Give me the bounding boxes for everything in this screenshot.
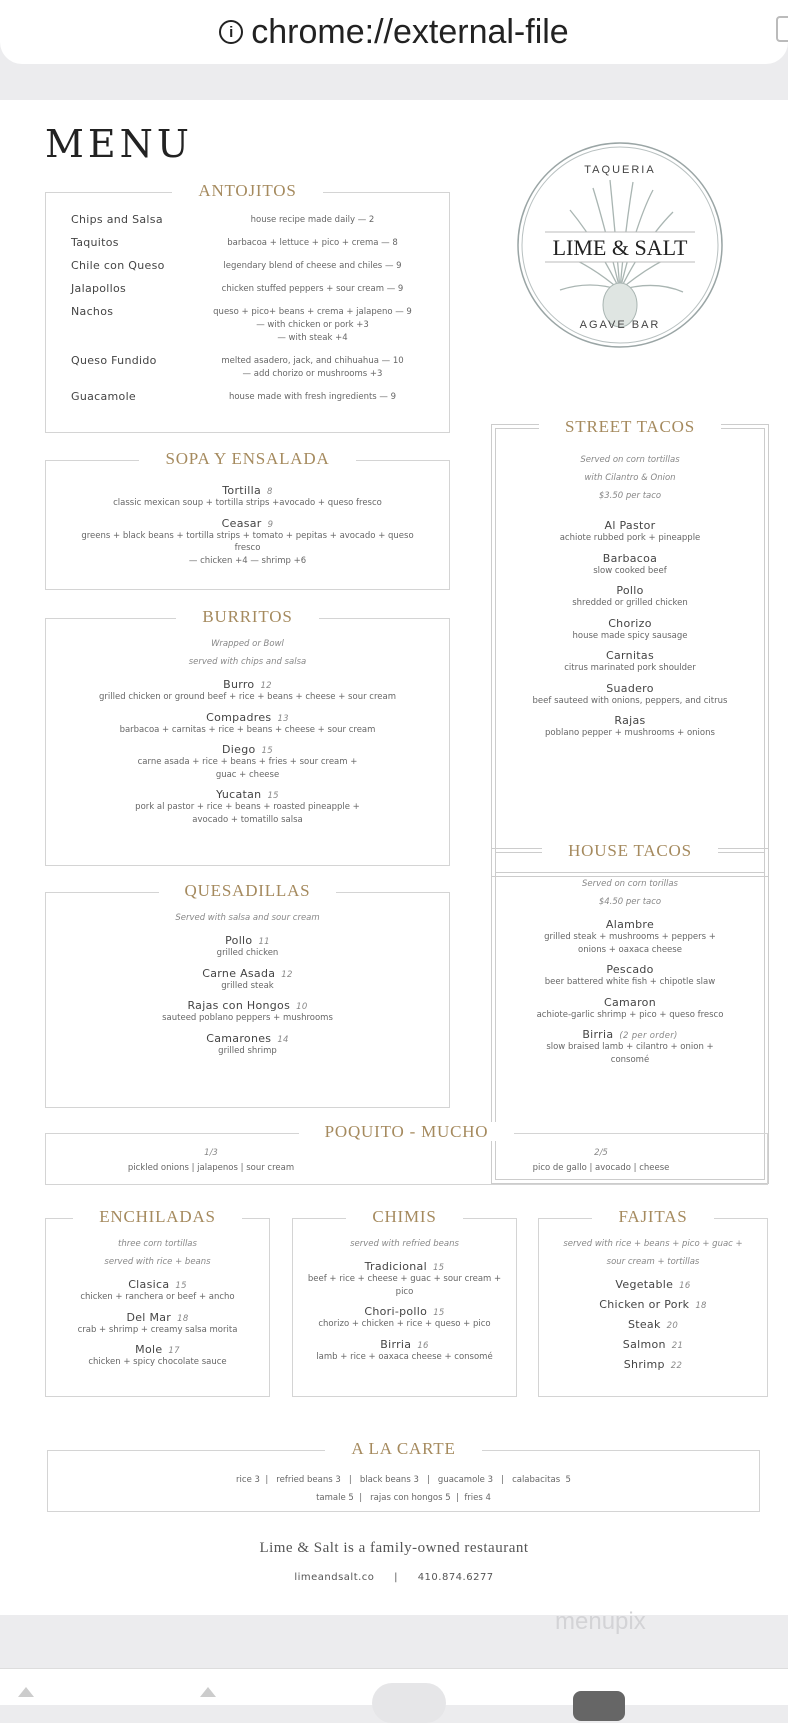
section-note: Wrapped or Bowl [211, 639, 284, 649]
item-description: achiote rubbed pork + pineapple [559, 533, 701, 543]
menu-item [46, 1032, 449, 1045]
description-line: melted asadero, jack, and chihuahua — 10 [221, 356, 404, 366]
item-description: grilled chicken [216, 948, 279, 958]
menu-item [496, 963, 764, 976]
item-name: Rajas [614, 714, 646, 727]
antojitos-section [45, 181, 450, 433]
menu-item-row [46, 213, 449, 227]
menu-item [539, 1358, 767, 1371]
item-name: Taquitos [71, 236, 119, 249]
item-description: chorizo + chicken + rice + queso + pico [318, 1319, 491, 1329]
item-description: chicken + spicy chocolate sauce [88, 1357, 227, 1367]
street-tacos-section [495, 417, 765, 873]
menu-item [46, 484, 449, 497]
section-title-wrap [46, 449, 449, 469]
description-line: legendary blend of cheese and chiles — 9 [223, 261, 402, 271]
menu-item [496, 617, 764, 630]
section-note: sour cream + tortillas [606, 1257, 700, 1267]
item-name: Steak [627, 1318, 661, 1331]
description-line: — with steak +4 [277, 333, 348, 343]
mucho-items: pico de gallo | avocado | cheese [532, 1163, 670, 1173]
menu-item [496, 519, 764, 532]
item-price: 14 [277, 1034, 289, 1045]
item-description: greens + black beans + tortilla strips + tomato + pepitas + avocado + queso [81, 530, 414, 541]
description-line: house recipe made daily — 2 [250, 215, 375, 225]
menu-item [539, 1278, 767, 1291]
description-line: — add chorizo or mushrooms +3 [242, 369, 383, 379]
logo-name: LIME & SALT [552, 235, 688, 260]
section-note: served with rice + beans [104, 1257, 211, 1267]
chimis-section [292, 1207, 517, 1397]
item-name: Pollo [225, 934, 253, 947]
section-title: QUESADILLAS [159, 881, 337, 900]
tabs-button[interactable] [573, 1691, 625, 1721]
section-note: served with refried beans [350, 1239, 459, 1249]
item-description [176, 236, 449, 250]
poquito-items: pickled onions | jalapenos | sour cream [127, 1163, 295, 1173]
section-content [496, 875, 764, 1066]
item-name: Clasica [128, 1278, 170, 1291]
item-price: 21 [671, 1341, 684, 1351]
burritos-section [45, 607, 450, 866]
item-price: 22 [670, 1361, 683, 1371]
menu-item-row [46, 259, 449, 273]
section-content [293, 1235, 516, 1363]
menu-item [539, 1298, 767, 1311]
item-price: 18 [177, 1313, 189, 1324]
menu-item [496, 552, 764, 565]
section-title-wrap [46, 881, 449, 901]
item-description: slow braised lamb + cilantro + onion + [546, 1042, 714, 1052]
section-content [46, 909, 449, 1057]
section-title: CHIMIS [346, 1207, 462, 1226]
section-title: A LA CARTE [325, 1439, 481, 1458]
poquito-price: 1/3 [204, 1148, 218, 1158]
item-description: guac + cheese [215, 769, 280, 780]
quesadillas-section [45, 881, 450, 1108]
menu-item [46, 1311, 269, 1324]
item-name: Camarones [206, 1031, 272, 1045]
section-title: STREET TACOS [539, 417, 721, 436]
item-description: achiote-garlic shrimp + pico + queso fresco [536, 1009, 724, 1020]
menu-item [46, 711, 449, 724]
menu-item [496, 682, 764, 695]
item-description: grilled chicken or ground beef + rice + beans + cheese + sour cream [99, 692, 396, 702]
item-description: pork al pastor + rice + beans + roasted pineapple + [135, 802, 360, 812]
menu-item [293, 1260, 516, 1273]
item-name: Pollo [616, 584, 644, 597]
logo-agave-bar: AGAVE BAR [579, 319, 661, 331]
item-description [176, 259, 449, 273]
menu-item [46, 1278, 269, 1291]
info-icon[interactable]: i [219, 20, 243, 44]
item-price: 13 [277, 713, 289, 724]
section-title-wrap [496, 841, 764, 861]
item-description: poblano pepper + mushrooms + onions [545, 728, 715, 738]
menu-item [46, 517, 449, 530]
separator: | [394, 1572, 398, 1583]
section-content [539, 1235, 767, 1371]
item-description: sauteed poblano peppers + mushrooms [162, 1013, 333, 1023]
menu-item-row [46, 305, 449, 345]
menu-item [46, 678, 449, 691]
item-description: consomé [610, 1054, 650, 1065]
item-description [176, 282, 449, 296]
a-la-carte-section [47, 1439, 760, 1512]
section-title: SOPA Y ENSALADA [139, 449, 355, 468]
menu-item [46, 743, 449, 756]
item-name: Tortilla [222, 484, 261, 497]
item-price: 12 [260, 681, 272, 691]
menu-item [496, 584, 764, 597]
item-price: 11 [258, 937, 270, 947]
item-description: lamb + rice + oaxaca cheese + consomé [316, 1351, 493, 1362]
section-title-wrap [46, 607, 449, 627]
item-price: 16 [679, 1281, 691, 1291]
address-bar[interactable] [0, 0, 788, 64]
poquito-mucho-section [45, 1122, 768, 1185]
item-description [176, 390, 449, 404]
section-note: with Cilantro & Onion [584, 473, 676, 483]
section-content [46, 1235, 269, 1369]
menu-item [46, 788, 449, 801]
a-la-carte-line-2: tamale 5 | rajas con hongos 5 | fries 4 [316, 1493, 491, 1503]
item-name: Del Mar [126, 1310, 172, 1324]
item-description [176, 354, 449, 381]
item-name: Birria [582, 1028, 614, 1041]
phone-link[interactable]: 410.874.6277 [417, 1572, 494, 1583]
item-description: house made spicy sausage [572, 630, 688, 641]
item-name: Yucatan [216, 788, 262, 801]
menupix-watermark: menupix [555, 1608, 646, 1635]
item-name: Chori-pollo [364, 1305, 428, 1318]
sopa-y-ensalada-section [45, 449, 450, 590]
item-description: — chicken +4 — shrimp +6 [188, 555, 307, 566]
item-description: citrus marinated pork shoulder [564, 663, 696, 673]
menu-item [496, 1028, 764, 1041]
item-description: beer battered white fish + chipotle slaw [544, 977, 716, 987]
item-name: Shrimp [623, 1358, 665, 1371]
menu-title: MENU [45, 122, 193, 166]
item-price: 15 [175, 1281, 187, 1291]
item-description: crab + shrimp + creamy salsa morita [77, 1324, 238, 1335]
item-name: Diego [222, 743, 256, 756]
item-price: 17 [168, 1346, 180, 1356]
description-line: — with chicken or pork +3 [256, 320, 369, 330]
menu-item [46, 1343, 269, 1356]
section-note: three corn tortillas [118, 1239, 197, 1249]
description-line: house made with fresh ingredients — 9 [228, 392, 397, 402]
menu-item-row [46, 354, 449, 381]
website-link[interactable]: limeandsalt.co [294, 1572, 375, 1583]
item-description: shredded or grilled chicken [572, 598, 688, 608]
item-name: Al Pastor [604, 519, 656, 532]
item-name: Nachos [71, 305, 114, 318]
item-name: Compadres [206, 710, 272, 724]
section-note: Served on corn tortillas [580, 455, 680, 465]
section-title-wrap [496, 417, 764, 437]
description-line: barbacoa + lettuce + pico + crema — 8 [227, 238, 398, 248]
item-price: 20 [666, 1321, 679, 1331]
item-name: Chorizo [608, 616, 652, 630]
menu-item-row [46, 390, 449, 404]
bottom-navigation-bar [0, 1668, 788, 1705]
item-name: Vegetable [615, 1278, 674, 1291]
item-name: Burro [223, 678, 255, 691]
item-name: Pescado [606, 963, 654, 976]
item-name: Mole [135, 1343, 163, 1356]
footer-tagline: Lime & Salt is a family-owned restaurant [259, 1540, 529, 1556]
item-description: beef sauteed with onions, peppers, and citrus [532, 695, 728, 706]
item-description: grilled steak [221, 980, 274, 991]
fajitas-section [538, 1207, 768, 1397]
menu-item [496, 714, 764, 727]
item-price: 15 [261, 746, 273, 756]
item-price: 16 [417, 1340, 429, 1351]
item-description: barbacoa + carnitas + rice + beans + cheese + sour cream [119, 724, 376, 735]
menu-item-row [46, 282, 449, 296]
item-name: Tradicional [364, 1260, 427, 1273]
item-name: Rajas con Hongos [187, 999, 291, 1012]
lime-and-salt-logo [515, 140, 725, 350]
menu-item [46, 934, 449, 947]
logo-taqueria: TAQUERIA [584, 164, 656, 176]
item-name: Camaron [604, 995, 656, 1009]
item-description: onions + oaxaca cheese [578, 944, 682, 955]
enchiladas-section [45, 1207, 270, 1397]
item-description: grilled shrimp [218, 1045, 277, 1056]
item-name: Ceasar [221, 516, 262, 530]
item-description: carne asada + rice + beans + fries + sour cream + [137, 757, 358, 767]
section-note: $4.50 per taco [598, 897, 662, 907]
menu-item-row [46, 236, 449, 250]
section-title-wrap [46, 1207, 269, 1227]
description-line: chicken stuffed peppers + sour cream — 9 [221, 284, 404, 294]
section-title: HOUSE TACOS [542, 841, 718, 860]
menu-item [46, 999, 449, 1012]
menu-item [496, 996, 764, 1009]
item-price: 10 [296, 1002, 308, 1012]
menu-item [46, 967, 449, 980]
item-price: (2 per order) [619, 1031, 678, 1041]
item-name: Guacamole [71, 390, 136, 403]
menu-item [539, 1318, 767, 1331]
description-line: queso + pico+ beans + crema + jalapeno — 9 [213, 307, 412, 317]
item-name: Barbacoa [602, 551, 658, 565]
item-description: slow cooked beef [593, 565, 667, 576]
section-note: Served with salsa and sour cream [175, 913, 320, 923]
section-content [46, 635, 449, 826]
tab-switcher-icon[interactable] [776, 16, 788, 42]
item-name: Carne Asada [202, 966, 276, 980]
item-name: Jalapollos [71, 282, 127, 295]
item-price: 9 [267, 519, 274, 530]
home-button[interactable] [372, 1683, 446, 1723]
section-title: ANTOJITOS [172, 181, 322, 200]
menu-item [293, 1338, 516, 1351]
forward-icon[interactable] [200, 1687, 216, 1697]
section-title-wrap [293, 1207, 516, 1227]
item-price: 15 [267, 791, 279, 801]
item-description: chicken + ranchera or beef + ancho [80, 1292, 235, 1302]
item-name: Chicken or Pork [599, 1298, 690, 1311]
menu-item [496, 649, 764, 662]
item-description: classic mexican soup + tortilla strips +avocado + queso fresco [113, 498, 382, 508]
item-price: 12 [281, 969, 293, 980]
a-la-carte-line-1: rice 3 | refried beans 3 | black beans 3 | guacamole 3 | calabacitas 5 [236, 1475, 571, 1485]
item-description: pico [395, 1286, 414, 1297]
url-text[interactable]: chrome://external-file [251, 12, 569, 51]
section-content [496, 451, 764, 740]
item-name: Birria [380, 1337, 412, 1351]
item-name: Queso Fundido [71, 354, 157, 367]
item-price: 8 [267, 487, 273, 497]
item-price: 15 [433, 1308, 445, 1318]
section-title-wrap [539, 1207, 767, 1227]
item-description: grilled steak + mushrooms + peppers + [544, 932, 716, 942]
item-description: beef + rice + cheese + guac + sour cream + [307, 1274, 502, 1284]
back-icon[interactable] [18, 1687, 34, 1697]
item-name: Chile con Queso [71, 259, 165, 272]
item-name: Salmon [622, 1338, 666, 1351]
item-description [176, 305, 449, 345]
item-description: fresco [234, 543, 261, 553]
section-title: ENCHILADAS [73, 1207, 242, 1226]
section-note: $3.50 per taco [598, 491, 662, 501]
mucho-price: 2/5 [594, 1148, 608, 1158]
item-description: avocado + tomatillo salsa [192, 814, 303, 825]
item-name: Chips and Salsa [71, 213, 163, 226]
item-price: 18 [695, 1301, 707, 1311]
item-description [176, 213, 449, 227]
menu-item [539, 1338, 767, 1351]
section-title: FAJITAS [592, 1207, 713, 1226]
section-note: served with chips and salsa [188, 657, 307, 667]
item-name: Alambre [605, 918, 655, 931]
item-price: 15 [432, 1263, 445, 1273]
item-name: Carnitas [606, 649, 654, 662]
section-note: served with rice + beans + pico + guac + [563, 1239, 743, 1249]
menu-item [496, 918, 764, 931]
item-name: Suadero [606, 681, 654, 695]
menu-item [293, 1305, 516, 1318]
section-content [46, 477, 449, 567]
menu-page [0, 100, 788, 1615]
section-title: POQUITO - MUCHO [299, 1122, 515, 1141]
section-title: BURRITOS [176, 607, 318, 626]
footer-contact [0, 1572, 788, 1583]
section-note: Served on corn torillas [582, 879, 678, 889]
